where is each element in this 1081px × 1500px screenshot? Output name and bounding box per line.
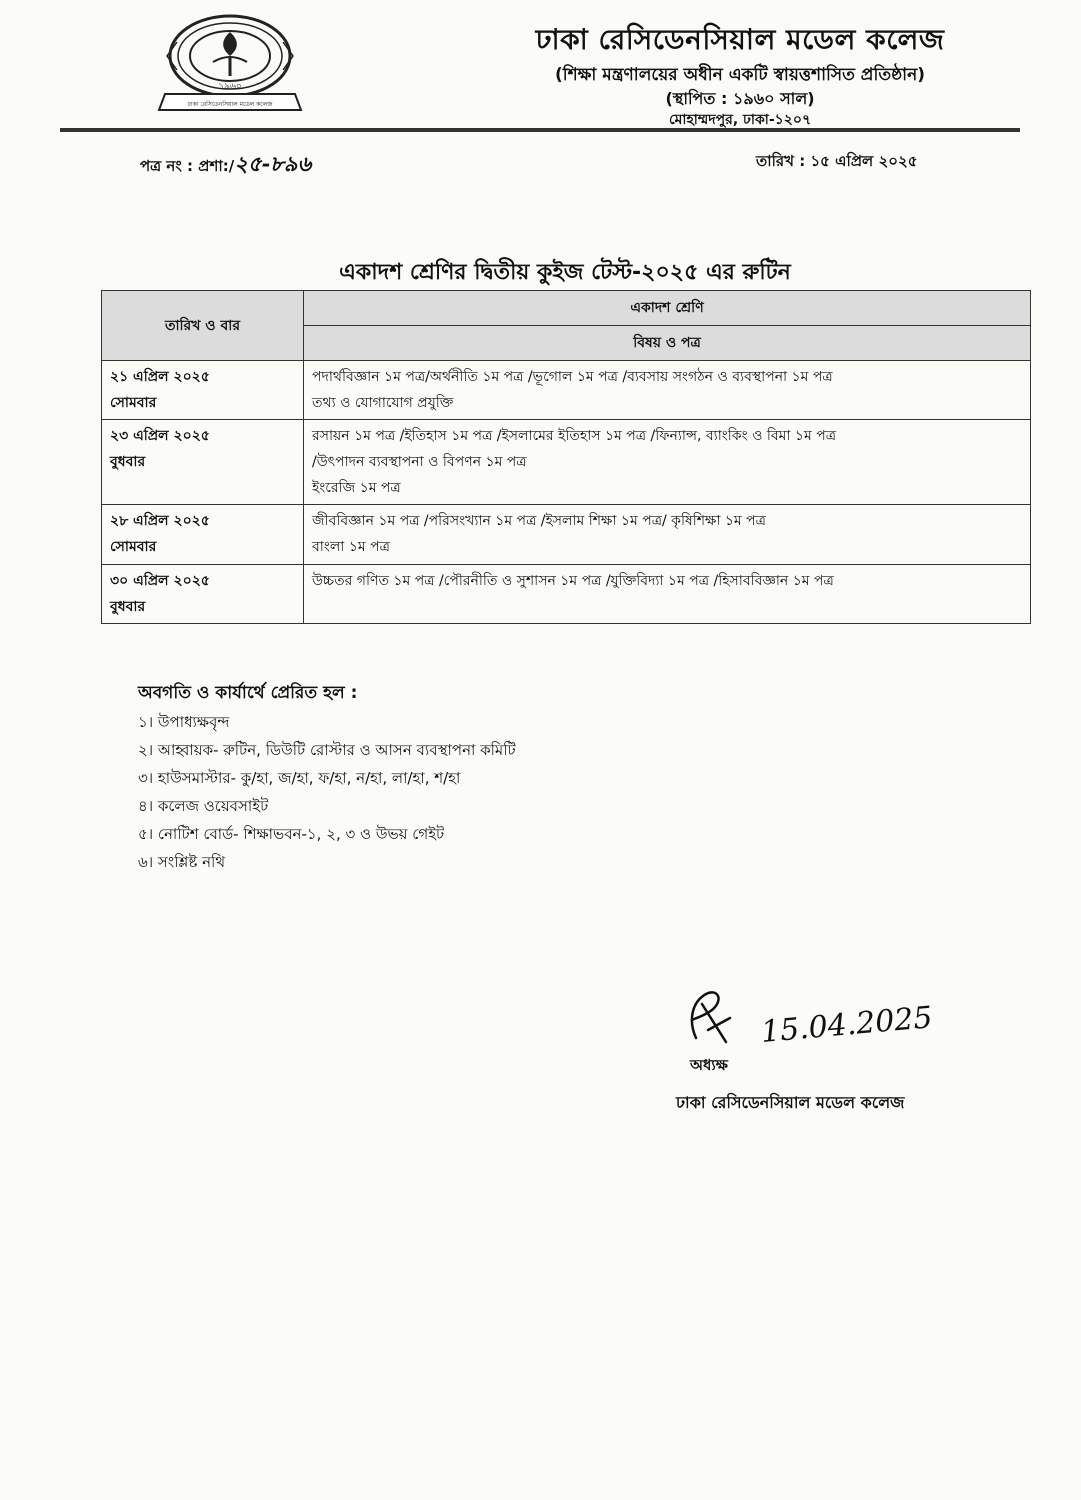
subject-cell bbox=[304, 565, 1031, 624]
date-cell bbox=[102, 420, 304, 505]
exam-day: বুধবার bbox=[110, 454, 146, 470]
exam-day: বুধবার bbox=[110, 599, 146, 615]
table-row bbox=[102, 420, 1031, 505]
table-row bbox=[102, 361, 1031, 420]
list-item: ১। উপাধ্যক্ষবৃন্দ bbox=[138, 713, 230, 731]
date-cell bbox=[102, 505, 304, 565]
subject-cell bbox=[304, 420, 1031, 505]
distribution-heading: অবগতি ও কার্যার্থে প্রেরিত হল : bbox=[138, 683, 358, 703]
subject-line: পদার্থবিজ্ঞান ১ম পত্র/অর্থনীতি ১ম পত্র /ভূগোল ১ম পত্র /ব্যবসায় সংগঠন ও ব্যবস্থাপনা ১ম পত্র bbox=[312, 369, 833, 385]
subject-line: বাংলা ১ম পত্র bbox=[312, 539, 390, 555]
exam-date: ২৮ এপ্রিল ২০২৫ bbox=[110, 513, 210, 529]
subject-line: তথ্য ও যোগাযোগ প্রযুক্তি bbox=[312, 395, 454, 411]
subject-line: উচ্চতর গণিত ১ম পত্র /পৌরনীতি ও সুশাসন ১ম পত্র /যুক্তিবিদ্যা ১ম পত্র /হিসাববিজ্ঞান ১ম পত্র bbox=[312, 573, 834, 589]
list-item: ৪। কলেজ ওয়েবসাইট bbox=[138, 797, 269, 815]
exam-date: ২৩ এপ্রিল ২০২৫ bbox=[110, 428, 210, 444]
date-cell bbox=[102, 565, 304, 624]
memo-number-handwritten: ২৫-৮৯৬ bbox=[234, 151, 312, 176]
college-established: (স্থাপিত : ১৯৬০ সাল) bbox=[665, 89, 815, 108]
logo-year: ১৯৬০ bbox=[218, 82, 242, 92]
subject-line: /উৎপাদন ব্যবস্থাপনা ও বিপণন ১ম পত্র bbox=[312, 454, 527, 470]
list-item: ৬। সংশ্লিষ্ট নথি bbox=[138, 853, 226, 871]
distribution-list bbox=[138, 708, 516, 876]
signature-date: 15.04.2025 bbox=[759, 1000, 934, 1050]
college-name: ঢাকা রেসিডেনসিয়াল মডেল কলেজ bbox=[535, 23, 945, 56]
subject-line: রসায়ন ১ম পত্র /ইতিহাস ১ম পত্র /ইসলামের ইতিহাস ১ম পত্র /ফিন্যান্স, ব্যাংকিং ও বিমা ১ম পত্র bbox=[312, 428, 837, 444]
subject-cell bbox=[304, 505, 1031, 565]
table-row bbox=[102, 505, 1031, 565]
routine-table bbox=[101, 290, 1031, 624]
memo-label: পত্র নং : প্রশা:/ bbox=[140, 157, 235, 175]
header-class: একাদশ শ্রেণি bbox=[304, 291, 1031, 326]
principal-signature bbox=[678, 980, 978, 1060]
subject-line: জীববিজ্ঞান ১ম পত্র /পরিসংখ্যান ১ম পত্র /ইসলাম শিক্ষা ১ম পত্র/ কৃষিশিক্ষা ১ম পত্র bbox=[312, 513, 766, 529]
list-item: ৫। নোটিশ বোর্ড- শিক্ষাভবন-১, ২, ৩ ও উভয় গেইট bbox=[138, 825, 445, 843]
list-item: ৩। হাউসমাস্টার- কু/হা, জ/হা, ফ/হা, ন/হা, লা/হা, শ/হা bbox=[138, 769, 461, 787]
subject-line: ইংরেজি ১ম পত্র bbox=[312, 480, 401, 496]
header-date-day: তারিখ ও বার bbox=[102, 291, 304, 361]
exam-day: সোমবার bbox=[110, 539, 157, 555]
college-address: মোহাম্মদপুর, ঢাকা-১২০৭ bbox=[668, 112, 812, 128]
list-item: ২। আহ্বায়ক- রুটিন, ডিউটি রোস্টার ও আসন ব্যবস্থাপনা কমিটি bbox=[138, 741, 516, 759]
memo-number bbox=[140, 148, 311, 183]
logo-banner-text: ঢাকা রেসিডেনসিয়াল মডেল কলেজ bbox=[187, 101, 273, 108]
date-value: ১৫ এপ্রিল ২০২৫ bbox=[810, 152, 918, 170]
signatory-organization: ঢাকা রেসিডেনসিয়াল মডেল কলেজ bbox=[676, 1093, 905, 1112]
subject-cell bbox=[304, 361, 1031, 420]
exam-date: ২১ এপ্রিল ২০২৫ bbox=[110, 369, 210, 385]
header-divider bbox=[60, 128, 1020, 132]
college-subtitle: (শিক্ষা মন্ত্রণালয়ের অধীন একটি স্বায়ত্তশাসিত প্রতিষ্ঠান) bbox=[554, 65, 926, 85]
college-logo bbox=[155, 12, 305, 122]
exam-date: ৩০ এপ্রিল ২০২৫ bbox=[110, 573, 210, 589]
header-subject: বিষয় ও পত্র bbox=[304, 326, 1031, 361]
document-date bbox=[756, 150, 917, 175]
table-row bbox=[102, 565, 1031, 624]
routine-title: একাদশ শ্রেণির দ্বিতীয় কুইজ টেস্ট-২০২৫ এর রুটিন bbox=[339, 260, 791, 285]
signatory-title: অধ্যক্ষ bbox=[690, 1056, 728, 1074]
exam-day: সোমবার bbox=[110, 395, 157, 411]
date-cell bbox=[102, 361, 304, 420]
date-label: তারিখ : bbox=[756, 152, 806, 170]
